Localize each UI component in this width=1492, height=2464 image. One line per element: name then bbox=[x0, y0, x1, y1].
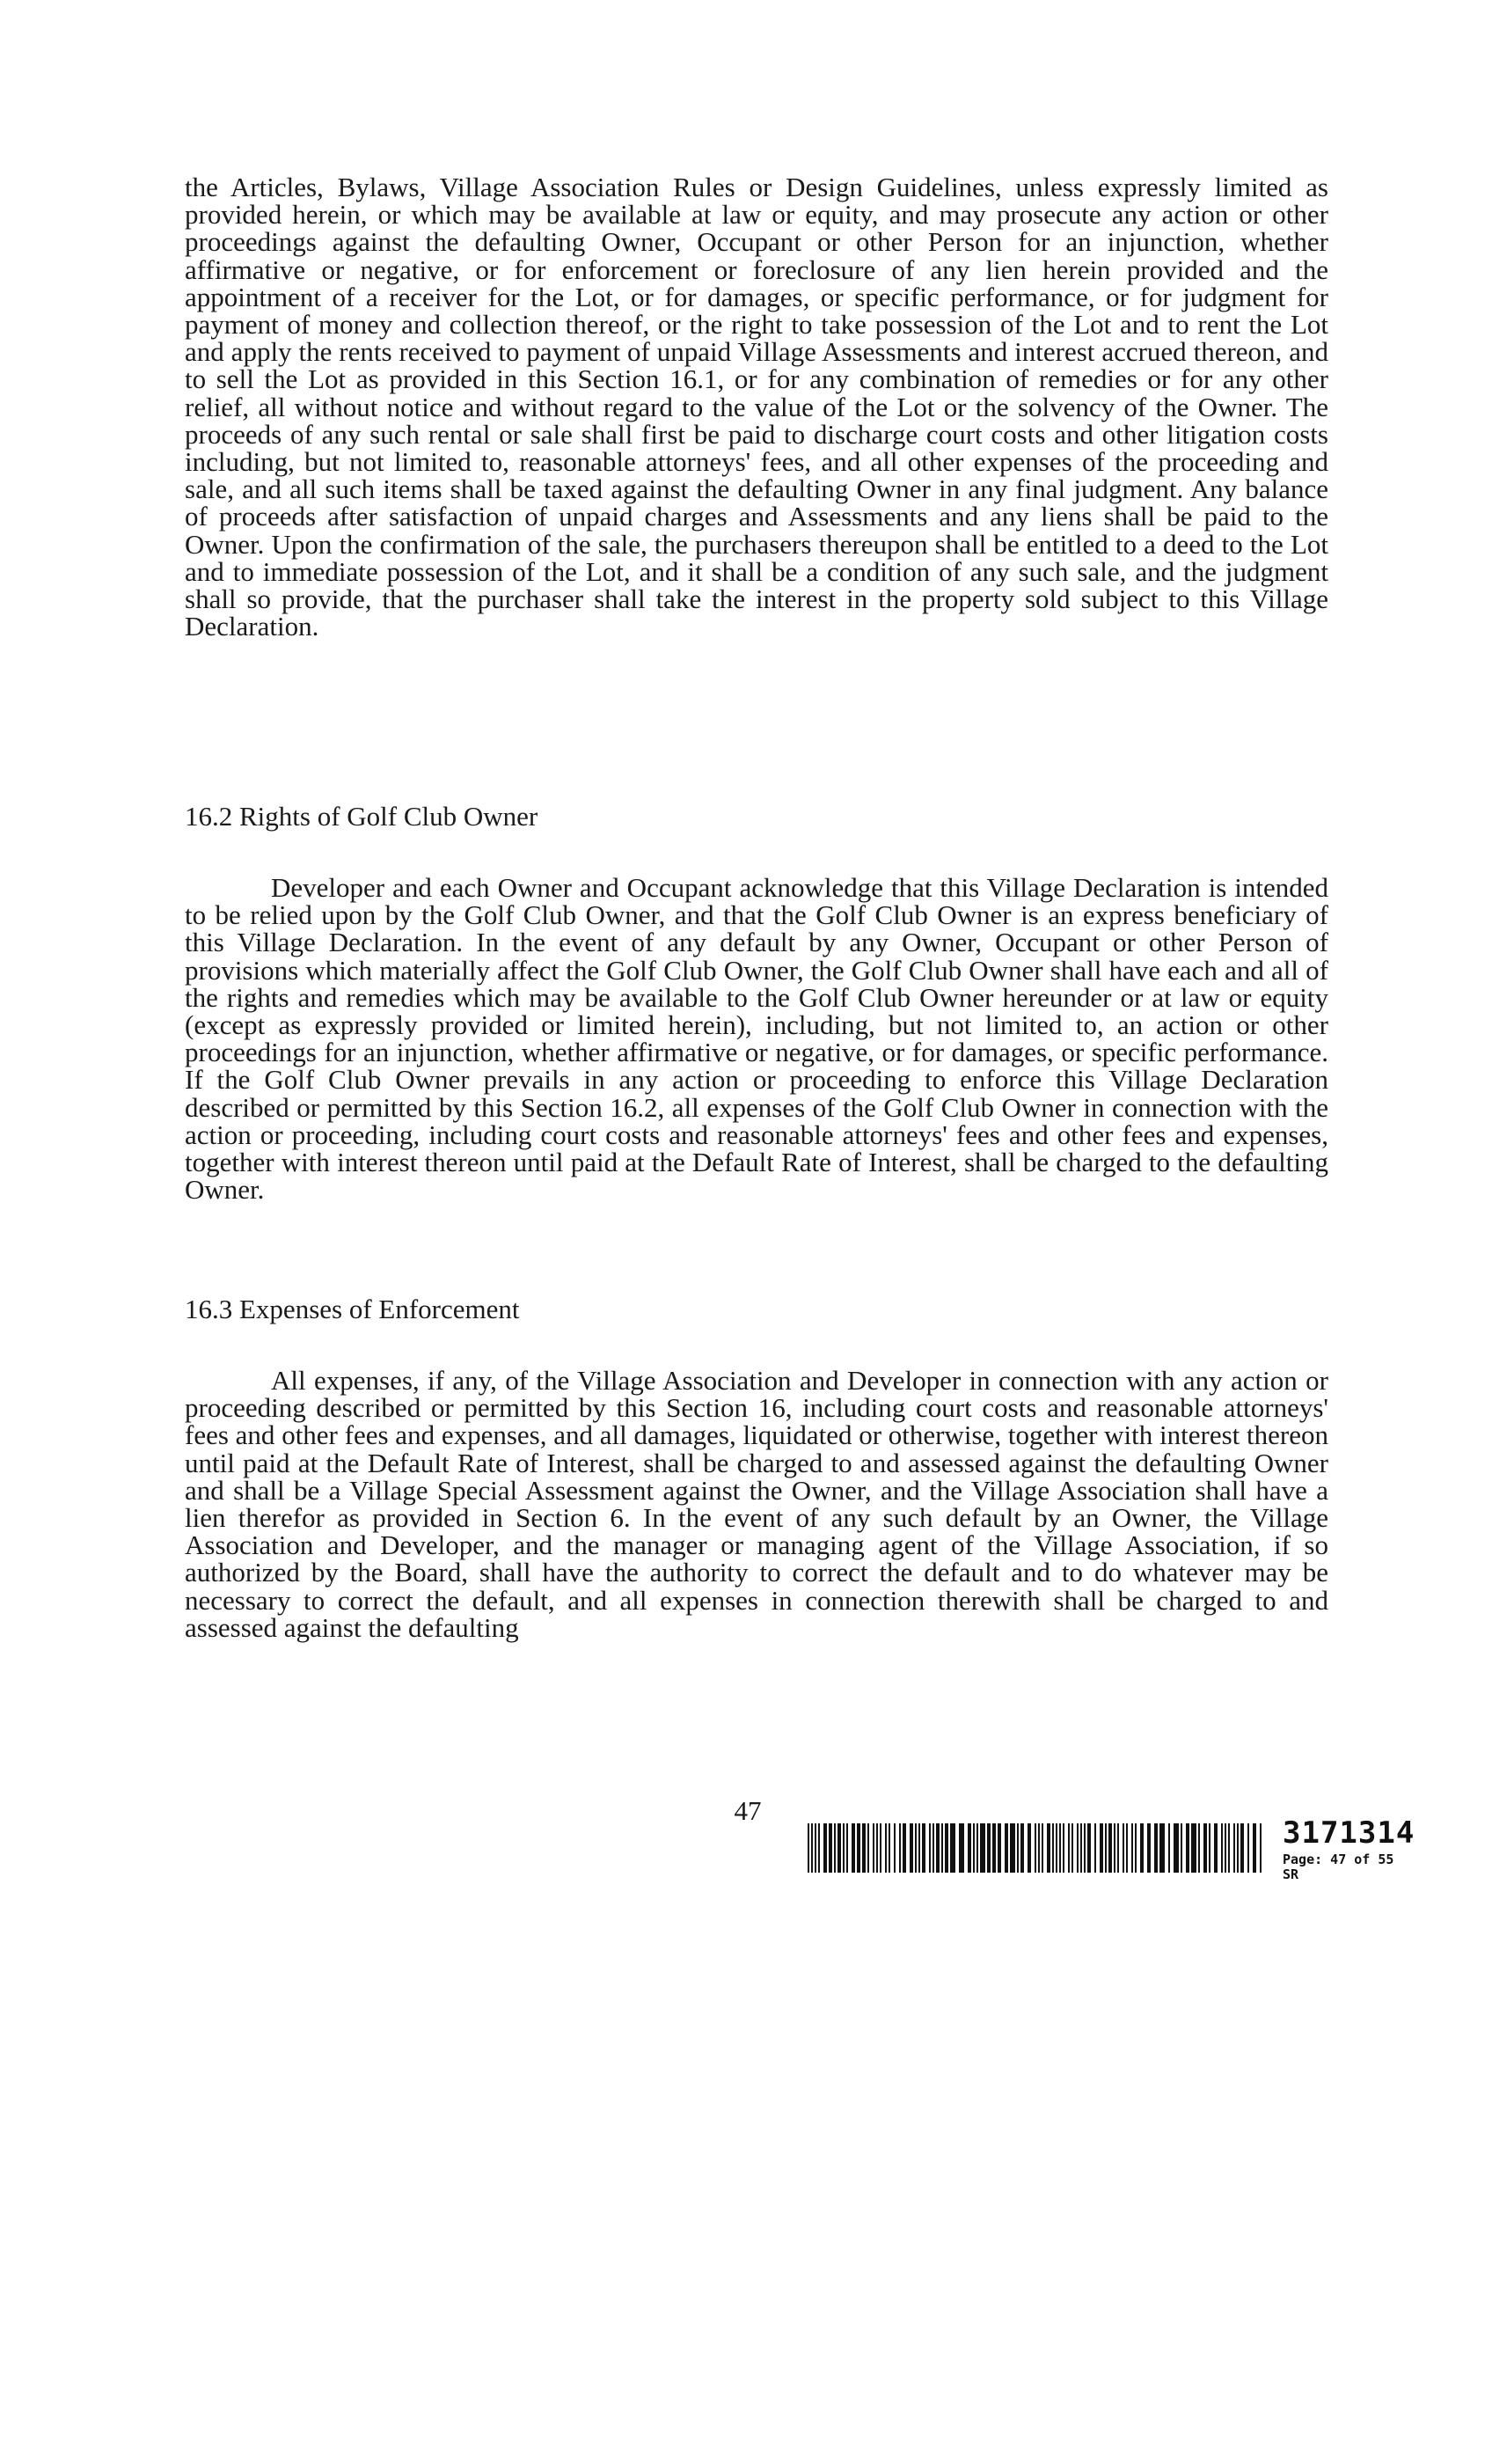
page-number: 47 bbox=[734, 1795, 762, 1826]
recording-stamp bbox=[808, 1815, 1441, 1882]
stamp-code: SR bbox=[1283, 1866, 1299, 1882]
document-number: 3171314 bbox=[1283, 1815, 1415, 1851]
barcode-icon bbox=[808, 1823, 1265, 1873]
section-heading-16-3: 16.3 Expenses of Enforcement bbox=[185, 1294, 520, 1324]
section-heading-16-2: 16.2 Rights of Golf Club Owner bbox=[185, 801, 538, 832]
stamp-page-label: Page: 47 of 55 bbox=[1283, 1852, 1394, 1867]
paragraph-expenses-of-enforcement: All expenses, if any, of the Village Association and Developer in connection with any action or proceeding described or permitted by this Section 16, including court costs and reasonable attorneys' fees and other fees and expenses, and all damages, liquidated or otherwise, together with interest thereon until paid at the Default Rate of Interest, shall be charged to and assessed against the defaulting Owner and shall be a Village Special Assessment against the Owner, and the Village Association shall have a lien therefor as provided in Section 6. In the event of any such default by an Owner, the Village Association and Developer, and the manager or managing agent of the Village Association, if so authorized by the Board, shall have the authority to correct the default and to do whatever may be necessary to correct the default, and all expenses in connection therewith shall be charged to and assessed against the defaulting bbox=[185, 1365, 1328, 1643]
paragraph-continued: the Articles, Bylaws, Village Association Rules or Design Guidelines, unless expressly limited as provided herein, or which may be available at law or equity, and may prosecute any action or other proceedings against the defaulting Owner, Occupant or other Person for an injunction, whether affirmative or negative, or for enforcement or foreclosure of any lien herein provided and the appointment of a receiver for the Lot, or for damages, or specific performance, or for judgment for payment of money and collection thereof, or the right to take possession of the Lot and to rent the Lot and apply the rents received to payment of unpaid Village Assessments and interest accrued thereon, and to sell the Lot as provided in this Section 16.1, or for any combination of remedies or for any other relief, all without notice and without regard to the value of the Lot or the solvency of the Owner. The proceeds of any such rental or sale shall first be paid to discharge court costs and other litigation costs including, but not limited to, reasonable attorneys' fees, and all other expenses of the proceeding and sale, and all such items shall be taxed against the defaulting Owner in any final judgment. Any balance of proceeds after satisfaction of unpaid charges and Assessments and any liens shall be paid to the Owner. Upon the confirmation of the sale, the purchasers thereupon shall be entitled to a deed to the Lot and to immediate possession of the Lot, and it shall be a condition of any such sale, and the judgment shall so provide, that the purchaser shall take the interest in the property sold subject to this Village Declaration. bbox=[185, 172, 1328, 642]
paragraph-rights-of-golf-club-owner: Developer and each Owner and Occupant acknowledge that this Village Declaration is intended to be relied upon by the Golf Club Owner, and that the Golf Club Owner is an express beneficiary of this Village Declaration. In the event of any default by any Owner, Occupant or other Person of provisions which materially affect the Golf Club Owner, the Golf Club Owner shall have each and all of the rights and remedies which may be available to the Golf Club Owner hereunder or at law or equity (except as expressly provided or limited herein), including, but not limited to, an action or other proceedings for an injunction, whether affirmative or negative, or for damages, or specific performance. If the Golf Club Owner prevails in any action or proceeding to enforce this Village Declaration described or permitted by this Section 16.2, all expenses of the Golf Club Owner in connection with the action or proceeding, including court costs and reasonable attorneys' fees and other fees and expenses, together with interest thereon until paid at the Default Rate of Interest, shall be charged to the defaulting Owner. bbox=[185, 872, 1328, 1206]
